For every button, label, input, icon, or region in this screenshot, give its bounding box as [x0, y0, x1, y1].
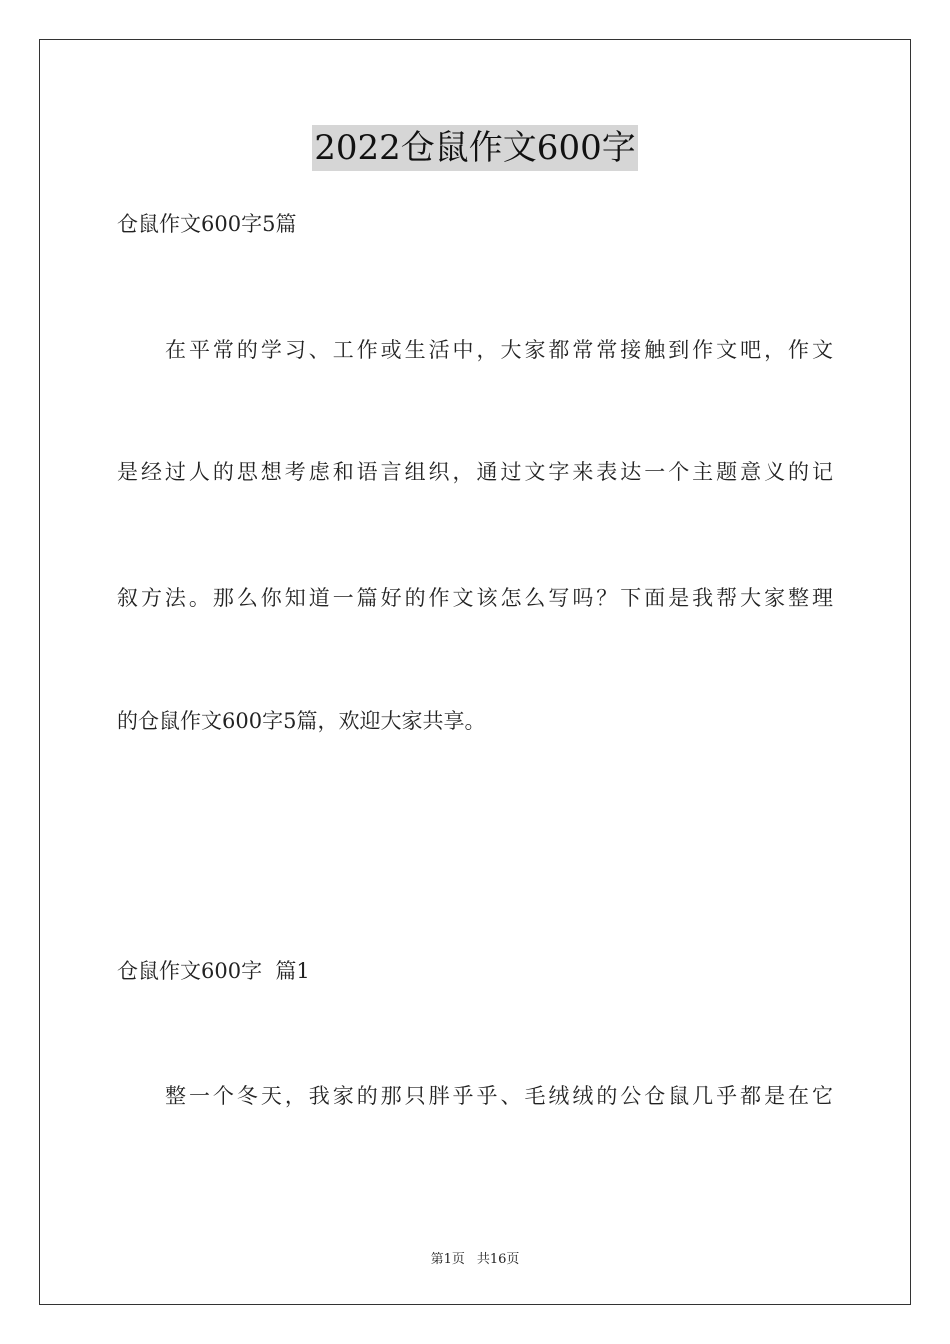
page-total: 共16页: [476, 1252, 520, 1267]
page-footer: [0, 1248, 950, 1267]
section-line-1: 整一个冬天，我家的那只胖乎乎、毛绒绒的公仓鼠几乎都是在它: [165, 1084, 833, 1108]
intro-line-4: 的仓鼠作文600字5篇，欢迎大家共享。: [117, 709, 486, 733]
title-container: [0, 125, 950, 171]
page-number: 第1页: [430, 1252, 465, 1267]
document-subtitle: 仓鼠作文600字5篇: [117, 212, 297, 236]
intro-line-3: 叙方法。那么你知道一篇好的作文该怎么写吗？下面是我帮大家整理: [117, 586, 833, 610]
section-heading: 仓鼠作文600字 篇1: [117, 959, 310, 983]
intro-line-1: 在平常的学习、工作或生活中，大家都常常接触到作文吧，作文: [165, 338, 833, 362]
document-title: 2022仓鼠作文600字: [312, 125, 637, 171]
intro-line-2: 是经过人的思想考虑和语言组织，通过文字来表达一个主题意义的记: [117, 460, 833, 484]
